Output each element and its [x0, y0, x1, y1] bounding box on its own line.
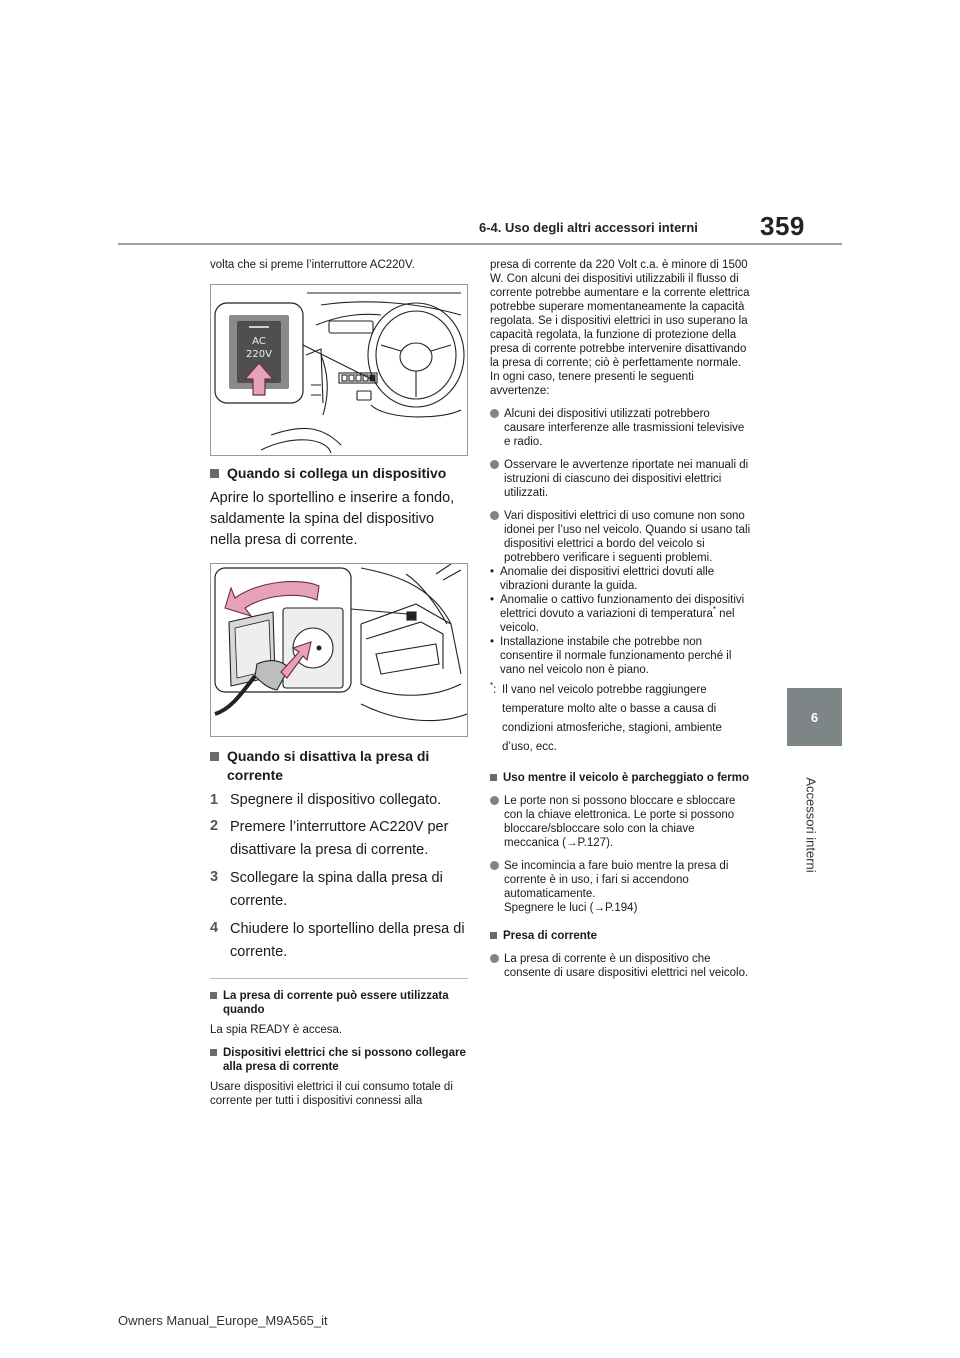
step-1: 1 Spegnere il dispositivo collegato. [210, 792, 442, 808]
park-bullet-1: Le porte non si possono bloccare e sbloccare con la chiave elettronica. Le porte si possono bloccare/sbloccare solo con la chiave meccanica (→P.127). [490, 794, 752, 850]
continued-text: presa di corrente da 220 Volt c.a. è minore di 1500 W. Con alcuni dei dispositivi utilizzabili il flusso di corrente potrebbe aumentare e la corrente elettrica potrebbe superare momentaneamente la capacità regolata. Se i dispositivi elettrici in uso superano la capacità regolata, la funzione di protezione della presa di corrente potrebbe intervenire disattivando la presa di corrente; ciò è perfettamente normale. In ogni caso, tenere presenti le seguenti avvertenze: [490, 259, 750, 397]
intro-text: volta che si preme l’interruttore AC220V. [210, 259, 415, 271]
section-connect-title: Quando si collega un dispositivo [210, 464, 468, 483]
circle-bullet-icon [490, 409, 499, 418]
park-bullet-2: Se incomincia a fare buio mentre la presa di corrente è in uso, i fari si accendono automaticamente. Spegnere le luci (→P.194) [490, 859, 752, 915]
chapter-label: Accessori interni [803, 777, 819, 873]
left-column [210, 258, 468, 1108]
step-4: 4 Chiudere lo sportellino della presa di corrente. [210, 920, 465, 960]
square-bullet-icon [210, 1049, 217, 1056]
page-number: 359 [760, 211, 805, 241]
circle-bullet-icon [490, 460, 499, 469]
figure-ac220v-switch [210, 284, 468, 456]
problems-list [490, 565, 752, 677]
square-bullet-icon [210, 752, 219, 761]
warning-bullet-2: Osservare le avvertenze riportate nei manuali di istruzioni di ciascuno dei dispositivi elettrici utilizzati. [490, 458, 752, 500]
circle-bullet-icon [490, 511, 499, 520]
section-header: 6-4. Uso degli altri accessori interni [479, 220, 698, 235]
outlet-title: Presa di corrente [490, 929, 752, 943]
problem-item-1: • Anomalie dei dispositivi elettrici dovuti alle vibrazioni durante la guida. [490, 566, 715, 592]
switch-label-220v: 220V [246, 349, 272, 360]
square-bullet-icon [490, 774, 497, 781]
section-connect-body: Aprire lo sportellino e inserire a fondo, saldamente la spina del dispositivo nella presa di corrente. [210, 490, 455, 548]
header-divider [118, 243, 842, 245]
problem-item-3: • Installazione instabile che potrebbe non consentire il normale funzionamento perché il vano nel veicolo non è piano. [490, 636, 732, 676]
square-bullet-icon [490, 932, 497, 939]
info-devices-title: Dispositivi elettrici che si possono collegare alla presa di corrente [210, 1046, 468, 1074]
square-bullet-icon [210, 992, 217, 999]
section-disable-title: Quando si disattiva la presa di corrente [210, 747, 468, 785]
figure-luggage-outlet [210, 563, 468, 737]
section-divider [210, 978, 468, 979]
info-usable-title: La presa di corrente può essere utilizzata quando [210, 989, 468, 1017]
circle-bullet-icon [490, 954, 499, 963]
warning-bullet-1: Alcuni dei dispositivi utilizzati potrebbero causare interferenze alle trasmissioni televisive e radio. [490, 407, 752, 449]
right-column [490, 258, 752, 980]
chapter-tab[interactable] [787, 688, 842, 746]
switch-label-ac: AC [252, 336, 266, 347]
chapter-number: 6 [810, 709, 819, 725]
step-3: 3 Scollegare la spina dalla presa di corrente. [210, 869, 443, 909]
info-devices-body: Usare dispositivi elettrici il cui consumo totale di corrente per tutti i dispositivi connessi alla [210, 1081, 453, 1107]
warning-bullet-3: Vari dispositivi elettrici di uso comune non sono idonei per l’uso nel veicolo. Quando si usano tali dispositivi elettrici a bordo del veicolo si potrebbero verificare i seguenti problemi. [490, 509, 752, 565]
circle-bullet-icon [490, 796, 499, 805]
dashboard-illustration [211, 285, 467, 455]
step-2: 2 Premere l’interruttore AC220V per disattivare la presa di corrente. [210, 818, 449, 858]
footer-manual-id: Owners Manual_Europe_M9A565_it [118, 1313, 328, 1328]
footnote: *: Il vano nel veicolo potrebbe raggiungere temperature molto alte o basse a causa di condizioni atmosferiche, stagioni, ambiente d’uso, ecc. [490, 681, 722, 753]
square-bullet-icon [210, 469, 219, 478]
problem-item-2: • Anomalie o cattivo funzionamento dei dispositivi elettrici dovuto a variazioni di temperatura* nel veicolo. [490, 594, 745, 634]
steps-list [210, 790, 468, 964]
outlet-bullet-1: La presa di corrente è un dispositivo che consente di usare dispositivi elettrici nel veicolo. [490, 952, 752, 980]
park-title: Uso mentre il veicolo è parcheggiato o fermo [490, 771, 752, 785]
circle-bullet-icon [490, 861, 499, 870]
luggage-illustration [211, 564, 467, 736]
info-usable-body: La spia READY è accesa. [210, 1024, 343, 1036]
